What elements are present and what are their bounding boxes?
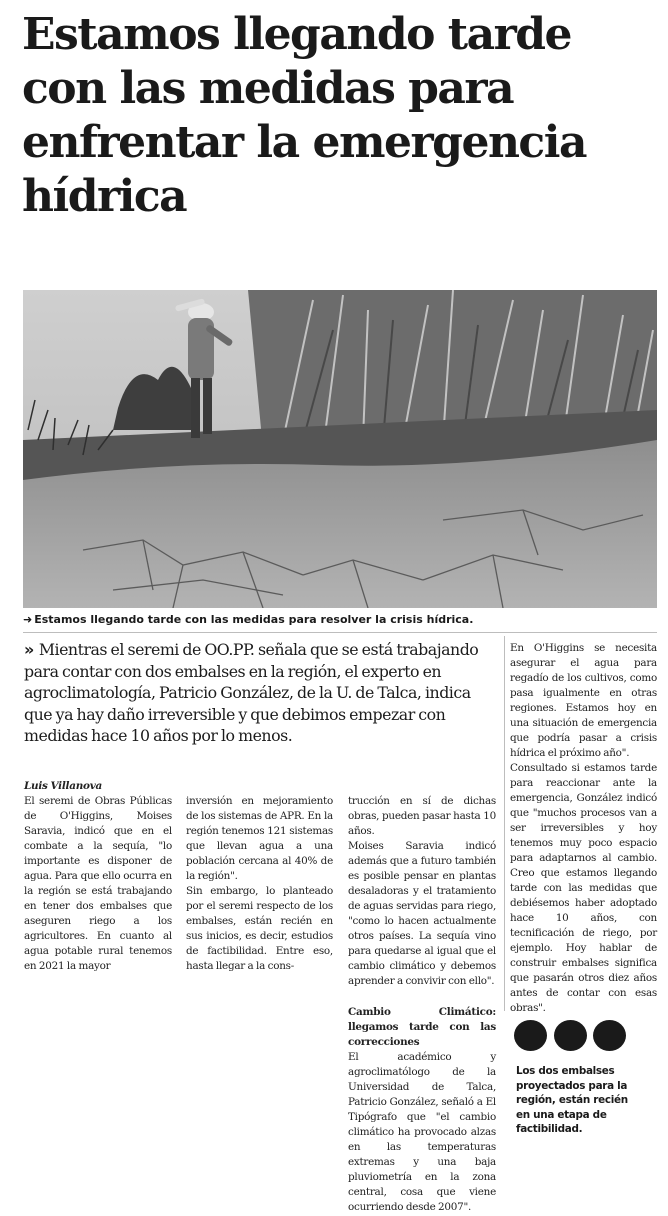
photo-caption	[23, 612, 657, 628]
sidenote-dots	[514, 1020, 626, 1054]
bullet-dot-icon	[593, 1020, 626, 1051]
arrow-right-icon: ➜	[23, 613, 33, 626]
bullet-dot-icon	[514, 1020, 547, 1051]
sidenote: Los dos embalses proyectados para la región, están recién en una etapa de factibilidad.	[516, 1065, 628, 1135]
column-3-paragraph-1: trucción en sí de dichas obras, pueden pasar hasta 10 años.	[348, 795, 496, 837]
headline: Estamos llegando tarde con las medidas para enfrentar la emergencia hídrica	[22, 9, 586, 222]
article-column-1	[24, 779, 172, 974]
photo-caption-text: Estamos llegando tarde con las medidas para resolver la crisis hídrica.	[34, 613, 474, 626]
caption-divider	[23, 632, 657, 633]
column-3-paragraph-2: Moises Saravia indicó además que a futuro también es posible pensar en plantas desaladoras y el tratamiento de aguas servidas para riego, "como lo hacen actualmente otros países. La sequía vino para quedarse al igual que el cambio climático y debemos aprender a convivir con ello".	[348, 840, 496, 987]
column-divider	[504, 636, 505, 1011]
chevron-right-icon: »	[24, 640, 34, 659]
article-column-3	[348, 794, 496, 1215]
bullet-dot-icon	[554, 1020, 587, 1051]
column-3-paragraph-3: El académico y agroclimatólogo de la Universidad de Talca, Patricio González, señaló a El Tipógrafo que "el cambio climático ha provocado alzas en las temperaturas extremas y una baja pluviometría en la zona central, cosa que viene ocurriendo desde 2007".	[348, 1051, 496, 1213]
article-photo	[23, 290, 657, 608]
column-1-text: El seremi de Obras Públicas de O'Higgins, Moises Saravia, indicó que en el combate a la sequía, "lo importante es disponer de agua. Para que ello ocurra en la región se está trabajando en tener dos embalses que aseguren riego a los agricultores. En cuanto al agua potable rural tenemos en 2021 la mayor	[24, 795, 172, 972]
farmer-in-dry-field-photo	[23, 290, 657, 608]
byline: Luis Villanova	[24, 780, 102, 792]
article-column-2	[186, 794, 333, 974]
section-subhead: Cambio Climático: llegamos tarde con las correcciones	[348, 1006, 496, 1048]
lede-paragraph	[24, 639, 502, 747]
lede-text: Mientras el seremi de OO.PP. señala que se está trabajando para contar con dos embalses en la región, el experto en agroclimatología, Patricio González, de la U. de Talca, indica que ya hay daño irreversible y que debimos empezar con medidas hace 10 años por lo menos.	[24, 640, 479, 745]
column-4-paragraph-2: Consultado si estamos tarde para reaccionar ante la emergencia, González indicó que "muchos procesos van a ser irreversibles y hoy tenemos muy poco espacio para adaptarnos al cambio. Creo que estamos llegando tarde con las medidas que debiésemos haber adoptado hace 10 años, con tecnificación de riego, por ejemplo. Hoy hablar de construir embalses significa que pasarán otros diez años antes de contar con esas obras".	[510, 762, 657, 1014]
column-2-paragraph-1: inversión en mejoramiento de los sistemas de APR. En la región tenemos 121 sistemas que llevan agua a una población cercana al 40% de la región".	[186, 795, 333, 882]
column-4-paragraph-1: En O'Higgins se necesita asegurar el agua para regadío de los cultivos, como pasa igualmente en otras regiones. Estamos hoy en una situación de emergencia que podría pasar a crisis hídrica el próximo año".	[510, 642, 657, 759]
column-2-paragraph-2: Sin embargo, lo planteado por el seremi respecto de los embalses, están recién en sus inicios, es decir, estudios de factibilidad. Entre eso, hasta llegar a la cons-	[186, 885, 333, 972]
article-column-4	[510, 641, 657, 1016]
